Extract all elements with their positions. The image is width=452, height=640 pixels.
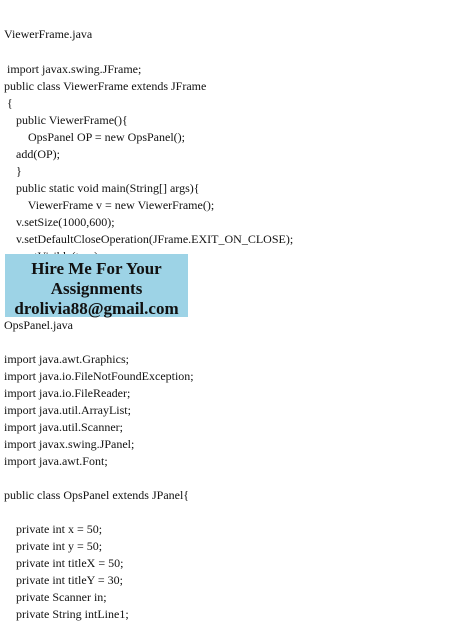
code-line: add(OP); (4, 147, 60, 161)
code-line: import javax.swing.JFrame; (4, 62, 142, 76)
code-line: v.setDefaultCloseOperation(JFrame.EXIT_ON_CLOSE); (4, 232, 294, 246)
file-title-opspanel: OpsPanel.java (4, 318, 73, 332)
field-line: private int y = 50; (4, 539, 103, 553)
banner-line-assignments: Assignments (50, 279, 143, 298)
field-line: private int titleY = 30; (4, 573, 123, 587)
import-line: import java.io.FileNotFoundException; (4, 369, 194, 383)
code-line: public ViewerFrame(){ (4, 113, 128, 127)
code-line: public static void main(String[] args){ (4, 181, 200, 195)
code-line: OpsPanel OP = new OpsPanel(); (4, 130, 185, 144)
code-line: public class ViewerFrame extends JFrame (4, 79, 207, 93)
code-line: { (4, 96, 13, 110)
field-line: private String intLine1; (4, 607, 129, 621)
field-line: private Scanner in; (4, 590, 107, 604)
promo-banner (5, 254, 188, 317)
file-title-viewerframe: ViewerFrame.java (4, 27, 93, 41)
import-line: import java.awt.Font; (4, 454, 108, 468)
import-line: import java.util.ArrayList; (4, 403, 131, 417)
import-line: import java.awt.Graphics; (4, 352, 129, 366)
banner-line-hire: Hire Me For Your (31, 259, 162, 278)
import-line: import javax.swing.JPanel; (4, 437, 135, 451)
field-line: private int titleX = 50; (4, 556, 124, 570)
import-line: import java.util.Scanner; (4, 420, 123, 434)
field-line: private int x = 50; (4, 522, 103, 536)
banner-email: drolivia88@gmail.com (14, 299, 179, 318)
code-line: v.setSize(1000,600); (4, 215, 115, 229)
class-declaration: public class OpsPanel extends JPanel{ (4, 488, 190, 502)
code-line: } (4, 164, 22, 178)
code-line: ViewerFrame v = new ViewerFrame(); (4, 198, 215, 212)
import-line: import java.io.FileReader; (4, 386, 131, 400)
